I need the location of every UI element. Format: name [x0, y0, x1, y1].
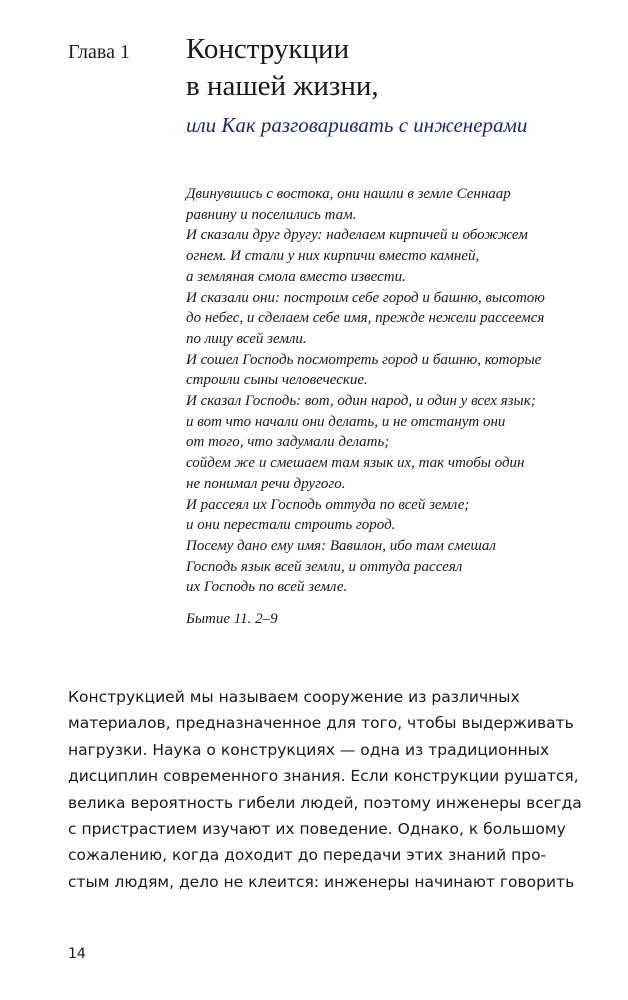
epigraph-line: а земляная смола вместо извести. — [186, 268, 406, 285]
page-number: 14 — [68, 946, 86, 962]
epigraph-line: И рассеял их Господь оттуда по всей земле; — [186, 496, 470, 513]
epigraph-line: их Господь по всей земле. — [186, 579, 348, 596]
chapter-label: Глава 1 — [68, 41, 130, 63]
chapter-subtitle: или Как разговаривать с инженерами — [186, 113, 528, 137]
epigraph-line: до небес, и сделаем себе имя, прежде нежели рассеемся — [186, 310, 545, 327]
chapter-title-line: Конструкции — [186, 33, 350, 65]
body-line: сожалению, когда доходит до передачи этих знаний про- — [68, 846, 547, 865]
epigraph-line: И сказали они: построим себе город и башню, высотою — [186, 289, 545, 306]
body-line: материалов, предназначенное для того, чтобы выдерживать — [68, 714, 574, 733]
body-line: стым людям, дело не клеится: инженеры начинают говорить — [68, 872, 575, 891]
epigraph-line: строили сыны человеческие. — [186, 372, 368, 389]
body-paragraph — [68, 684, 582, 895]
body-line: Конструкцией мы называем сооружение из различных — [68, 688, 520, 706]
body-line: дисциплин современного знания. Если конструкции рушатся, — [68, 767, 579, 786]
epigraph — [186, 184, 545, 598]
epigraph-line: от того, что задумали делать; — [186, 434, 390, 451]
chapter-title — [186, 31, 379, 105]
epigraph-line: сойдем же и смешаем там язык их, так чтобы один — [186, 455, 525, 472]
epigraph-line: Господь язык всей земли, и оттуда рассеял — [186, 558, 463, 575]
epigraph-line: по лицу всей земли. — [186, 330, 307, 347]
epigraph-line: и они перестали строить город. — [186, 517, 396, 534]
epigraph-line: огнем. И стали у них кирпичи вместо камней, — [186, 248, 480, 265]
epigraph-source: Бытие 11. 2–9 — [186, 611, 278, 627]
epigraph-line: И сказал Господь: вот, один народ, и один у всех язык; — [186, 393, 536, 410]
body-line: велика вероятность гибели людей, поэтому инженеры всегда — [68, 793, 582, 812]
epigraph-line: равнину и поселились там. — [186, 206, 357, 223]
body-line: нагрузки. Наука о конструкциях — одна из традиционных — [68, 740, 550, 759]
epigraph-line: Двинувшись с востока, они нашли в земле Сеннаар — [186, 186, 511, 202]
chapter-title-line: в нашей жизни, — [186, 70, 379, 102]
epigraph-line: И сказали друг другу: наделаем кирпичей и обожжем — [186, 227, 528, 244]
epigraph-line: не понимал речи другого. — [186, 475, 346, 492]
epigraph-line: и вот что начали они делать, и не отстанут они — [186, 413, 506, 430]
epigraph-line: Посему дано ему имя: Вавилон, ибо там смешал — [186, 537, 496, 554]
body-line: с пристрастием изучают их поведение. Однако, к большому — [68, 820, 566, 839]
epigraph-line: И сошел Господь посмотреть город и башню, которые — [186, 351, 542, 368]
